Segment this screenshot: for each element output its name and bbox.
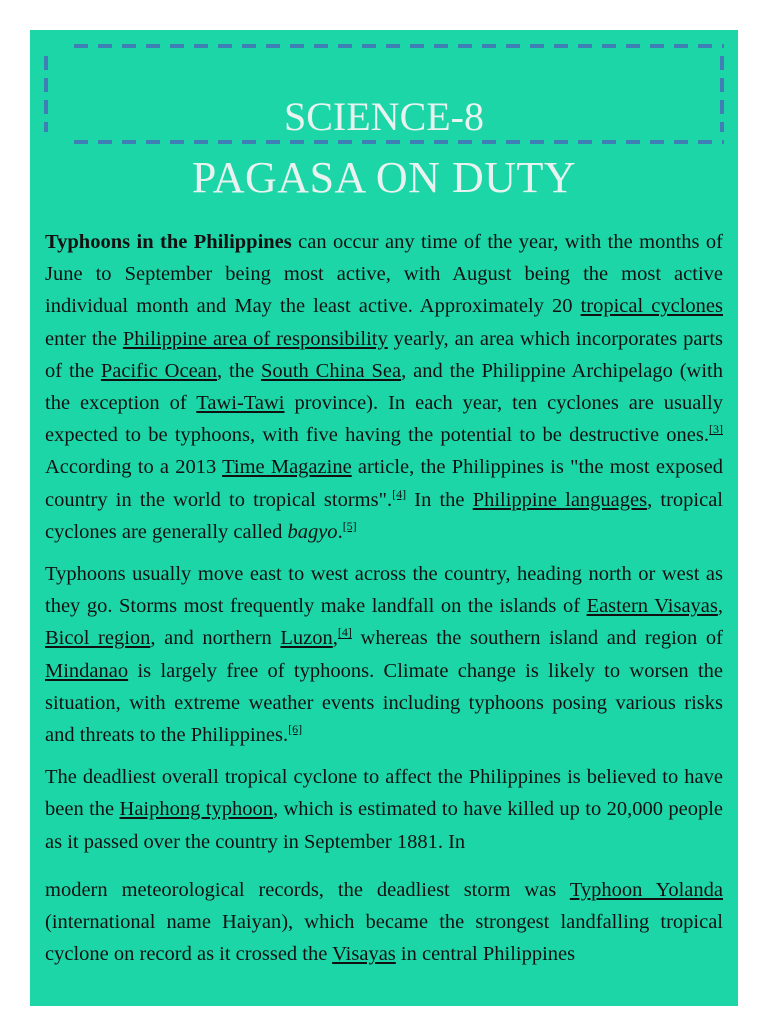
text: , the — [217, 359, 261, 382]
reference-4[interactable]: [4] — [392, 486, 407, 501]
text: , — [332, 627, 338, 650]
text: can occur any time of the year, with the months of June to September being most active, with August being the most active individual month and May the least active. Approximately 20 — [45, 231, 723, 318]
link-eastern-visayas[interactable]: Eastern Visayas — [586, 595, 718, 618]
link-haiphong-typhoon[interactable]: Haiphong typhoon — [119, 798, 273, 821]
text: In the — [406, 488, 473, 511]
link-philippine-area-of-responsibility[interactable]: Philippine area of responsibility — [122, 327, 388, 350]
text: . — [337, 520, 343, 543]
text: According to a 2013 — [45, 456, 223, 479]
text: is largely free of typhoons. Climate change is likely to worsen the situation, with extreme weather events including typhoons posing various risks and threats to the Philippines. — [45, 659, 723, 747]
paragraph-2 — [45, 558, 723, 751]
italic-term: bagyo — [287, 520, 338, 543]
text: article, the Philippines is "the most exposed country in the world to tropical storms". — [45, 456, 723, 511]
text: province). In each year, ten cyclones are usually expected to be typhoons, with five having the potential to be destructive ones. — [45, 392, 723, 447]
link-visayas[interactable]: Visayas — [332, 943, 396, 966]
text: , and northern — [150, 627, 281, 650]
title-border-top — [74, 44, 724, 48]
link-typhoon-yolanda[interactable]: Typhoon Yolanda — [569, 878, 723, 901]
reference-6[interactable]: [6] — [288, 722, 303, 737]
text: , and the Philippine Archipelago (with the exception of — [45, 359, 723, 415]
text: , — [717, 595, 723, 618]
link-luzon[interactable]: Luzon — [280, 627, 333, 650]
text: The deadliest overall tropical cyclone to affect the Philippines is believed to have been the — [45, 766, 723, 821]
paragraph-1 — [45, 226, 723, 548]
link-time-magazine[interactable]: Time Magazine — [222, 456, 352, 479]
link-mindanao[interactable]: Mindanao — [45, 659, 129, 682]
reference-5[interactable]: [5] — [342, 519, 357, 533]
text: enter the — [45, 327, 123, 350]
paragraph-4 — [45, 874, 723, 971]
link-bicol-region[interactable]: Bicol region — [45, 627, 151, 650]
text: , which is estimated to have killed up to 20,000 people as it passed over the country in September 1881. In — [45, 798, 724, 853]
document-page — [30, 30, 738, 1006]
text: Typhoons usually move east to west across the country, heading north or west as they go. Storms most frequently make landfall on the islands of — [45, 563, 723, 618]
page-title: SCIENCE-8 — [284, 94, 484, 139]
text: modern meteorological records, the deadliest storm was — [45, 878, 570, 901]
text: whereas the southern island and region of — [351, 627, 723, 650]
reference-4[interactable]: [4] — [337, 625, 352, 640]
title-box — [44, 44, 724, 144]
link-south-china-sea[interactable]: South China Sea — [260, 359, 402, 382]
reference-3[interactable]: [3] — [709, 422, 723, 437]
text: , tropical cyclones are generally called — [45, 488, 723, 543]
text: (international name Haiyan), which became the strongest landfalling tropical cyclone on record as it crossed the — [45, 911, 723, 966]
text: yearly, an area which incorporates parts of the — [45, 327, 723, 382]
page-subtitle: PAGASA ON DUTY — [191, 153, 577, 202]
link-philippine-languages[interactable]: Philippine languages — [472, 488, 648, 511]
bold-lead: Typhoons in the Philippines — [45, 231, 292, 253]
link-tropical-cyclones[interactable]: tropical cyclones — [580, 295, 723, 318]
paragraph-3 — [45, 761, 723, 858]
text: in central Philippines — [395, 943, 576, 966]
link-tawi-tawi[interactable]: Tawi-Tawi — [196, 392, 285, 415]
link-pacific-ocean[interactable]: Pacific Ocean — [100, 359, 218, 382]
article-body — [45, 226, 723, 980]
